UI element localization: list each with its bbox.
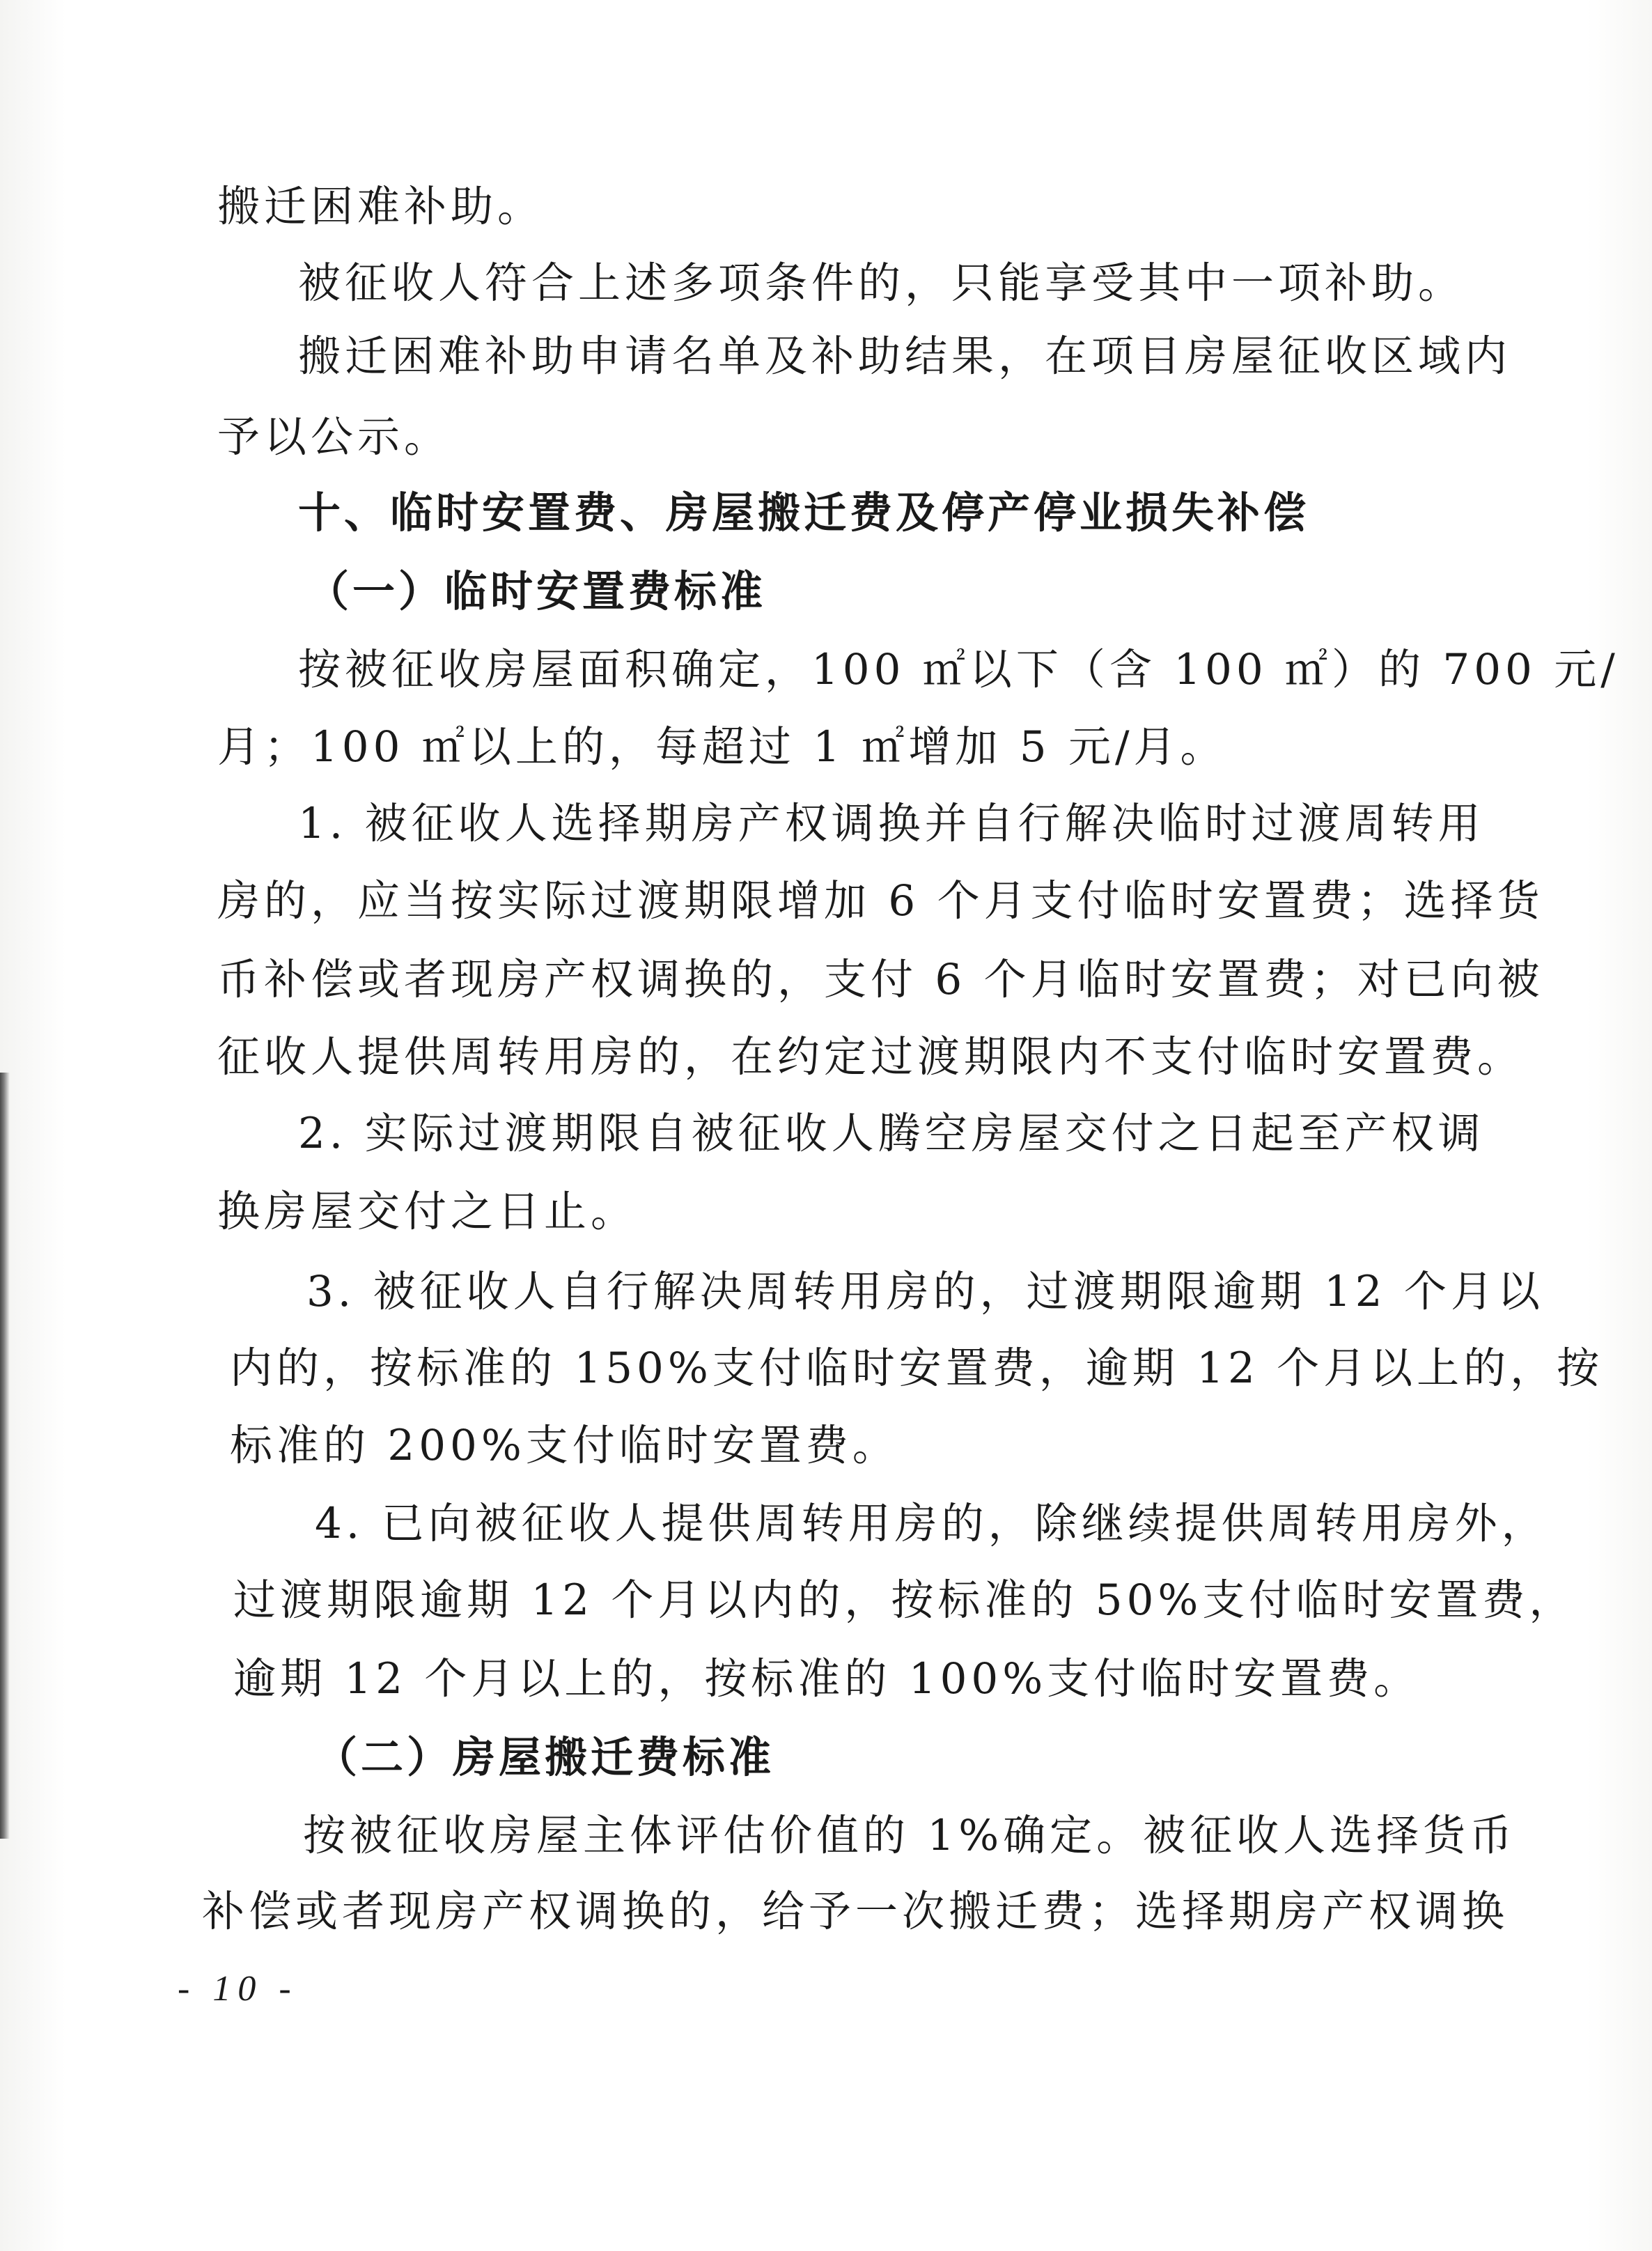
scan-edge-shadow — [0, 1073, 10, 1839]
text-line-23: 补偿或者现房产权调换的，给予一次搬迁费；选择期房产权调换 — [202, 1887, 1509, 1936]
text-line-12: 征收人提供周转用房的，在约定过渡期限内不支付临时安置费。 — [217, 1032, 1525, 1082]
text-line-1: 搬迁困难补助。 — [217, 182, 545, 231]
text-line-11: 币补偿或者现房产权调换的，支付 6 个月临时安置费；对已向被 — [217, 955, 1544, 1004]
text-line-16: 内的，按标准的 150%支付临时安置费，逾期 12 个月以上的，按 — [230, 1343, 1604, 1393]
section-heading-10: 十、临时安置费、房屋搬迁费及停产停业损失补偿 — [298, 488, 1310, 538]
text-line-7: 按被征收房屋面积确定，100 ㎡以下（含 100 ㎡）的 700 元/ — [298, 645, 1619, 694]
text-line-3: 搬迁困难补助申请名单及补助结果，在项目房屋征收区域内 — [298, 332, 1512, 381]
text-line-15: 3. 被征收人自行解决周转用房的，过渡期限逾期 12 个月以 — [306, 1267, 1544, 1316]
text-line-17: 标准的 200%支付临时安置费。 — [230, 1421, 899, 1470]
text-line-10: 房的，应当按实际过渡期限增加 6 个月支付临时安置费；选择货 — [217, 876, 1544, 926]
text-line-14: 换房屋交付之日止。 — [217, 1187, 638, 1236]
text-line-13: 2. 实际过渡期限自被征收人腾空房屋交付之日起至产权调 — [298, 1109, 1485, 1158]
text-line-8: 月；100 ㎡以上的，每超过 1 ㎡增加 5 元/月。 — [217, 722, 1227, 772]
text-line-22: 按被征收房屋主体评估价值的 1%确定。被征收人选择货币 — [303, 1811, 1517, 1860]
text-line-20: 逾期 12 个月以上的，按标准的 100%支付临时安置费。 — [233, 1654, 1421, 1704]
subsection-heading-1: （一）临时安置费标准 — [306, 567, 767, 616]
text-line-19: 过渡期限逾期 12 个月以内的，按标准的 50%支付临时安置费， — [233, 1575, 1576, 1625]
page-number: - 10 - — [178, 1969, 298, 2009]
text-line-2: 被征收人符合上述多项条件的，只能享受其中一项补助。 — [298, 258, 1465, 308]
text-line-9: 1. 被征收人选择期房产权调换并自行解决临时过渡周转用 — [298, 799, 1485, 848]
subsection-heading-2: （二）房屋搬迁费标准 — [315, 1733, 775, 1782]
text-line-4: 予以公示。 — [217, 412, 451, 462]
text-line-18: 4. 已向被征收人提供周转用房的，除继续提供周转用房外， — [315, 1499, 1548, 1548]
